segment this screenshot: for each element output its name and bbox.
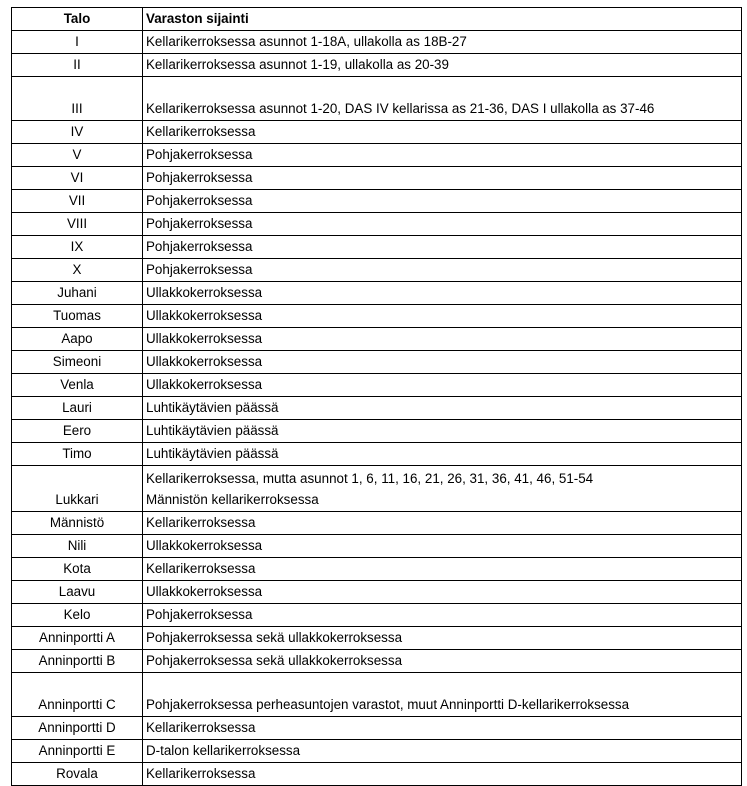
cell-talo: VIII (12, 213, 143, 236)
table-row (12, 167, 742, 190)
cell-talo: IX (12, 236, 143, 259)
cell-talo: Anninportti E (12, 740, 143, 763)
table-row (12, 54, 742, 77)
cell-sijainti: Kellarikerroksessa asunnot 1-20, DAS IV kellarissa as 21-36, DAS I ullakolla as 37-46 (143, 77, 742, 121)
cell-sijainti: Pohjakerroksessa sekä ullakkokerroksessa (143, 627, 742, 650)
cell-talo: Männistö (12, 512, 143, 535)
table-row (12, 466, 742, 512)
table-row (12, 305, 742, 328)
table-row (12, 282, 742, 305)
cell-talo: Kelo (12, 604, 143, 627)
table-row (12, 374, 742, 397)
cell-sijainti: Ullakkokerroksessa (143, 282, 742, 305)
table-row (12, 328, 742, 351)
cell-sijainti: Kellarikerroksessa (143, 121, 742, 144)
cell-sijainti: Kellarikerroksessa (143, 512, 742, 535)
cell-sijainti-line2: Männistön kellarikerroksessa (146, 492, 319, 507)
table-row (12, 121, 742, 144)
cell-sijainti: Luhtikäytävien päässä (143, 420, 742, 443)
cell-talo: Laavu (12, 581, 143, 604)
cell-sijainti (143, 466, 742, 512)
table-row (12, 558, 742, 581)
cell-sijainti: Pohjakerroksessa (143, 167, 742, 190)
cell-sijainti: Kellarikerroksessa (143, 558, 742, 581)
table-row (12, 627, 742, 650)
cell-talo: II (12, 54, 143, 77)
cell-talo: V (12, 144, 143, 167)
table-row (12, 236, 742, 259)
cell-sijainti: Ullakkokerroksessa (143, 374, 742, 397)
table-row (12, 31, 742, 54)
cell-sijainti: Pohjakerroksessa (143, 604, 742, 627)
table-row (12, 397, 742, 420)
storage-location-table (11, 7, 742, 786)
table-row (12, 763, 742, 786)
cell-talo: Nili (12, 535, 143, 558)
table-row (12, 604, 742, 627)
table-row (12, 213, 742, 236)
cell-sijainti: Kellarikerroksessa (143, 717, 742, 740)
cell-sijainti: Kellarikerroksessa asunnot 1-18A, ullakolla as 18B-27 (143, 31, 742, 54)
cell-talo: Tuomas (12, 305, 143, 328)
cell-sijainti: Luhtikäytävien päässä (143, 443, 742, 466)
cell-sijainti: Pohjakerroksessa (143, 236, 742, 259)
cell-talo: III (12, 77, 143, 121)
cell-talo: Aapo (12, 328, 143, 351)
cell-sijainti: Kellarikerroksessa (143, 763, 742, 786)
table-row (12, 535, 742, 558)
cell-talo: Anninportti A (12, 627, 143, 650)
cell-talo: Rovala (12, 763, 143, 786)
table-row (12, 190, 742, 213)
cell-talo: Simeoni (12, 351, 143, 374)
cell-talo: Eero (12, 420, 143, 443)
table-row (12, 673, 742, 717)
cell-talo: Anninportti C (12, 673, 143, 717)
cell-sijainti: Ullakkokerroksessa (143, 328, 742, 351)
table-row (12, 740, 742, 763)
cell-talo: Venla (12, 374, 143, 397)
table-row (12, 581, 742, 604)
cell-talo: IV (12, 121, 143, 144)
cell-talo: VII (12, 190, 143, 213)
table-row (12, 420, 742, 443)
cell-sijainti: Kellarikerroksessa asunnot 1-19, ullakolla as 20-39 (143, 54, 742, 77)
cell-sijainti: Ullakkokerroksessa (143, 535, 742, 558)
cell-sijainti: Pohjakerroksessa (143, 213, 742, 236)
cell-talo: Lukkari (12, 466, 143, 512)
header-sijainti: Varaston sijainti (143, 8, 742, 31)
cell-sijainti: Pohjakerroksessa (143, 190, 742, 213)
table-row (12, 351, 742, 374)
cell-sijainti: Ullakkokerroksessa (143, 305, 742, 328)
table-row (12, 77, 742, 121)
cell-talo: Juhani (12, 282, 143, 305)
table-row (12, 650, 742, 673)
table-row (12, 443, 742, 466)
cell-talo: X (12, 259, 143, 282)
cell-sijainti: D-talon kellarikerroksessa (143, 740, 742, 763)
cell-talo: Kota (12, 558, 143, 581)
header-talo: Talo (12, 8, 143, 31)
cell-sijainti: Pohjakerroksessa sekä ullakkokerroksessa (143, 650, 742, 673)
cell-sijainti: Pohjakerroksessa (143, 259, 742, 282)
cell-sijainti: Pohjakerroksessa perheasuntojen varastot, muut Anninportti D-kellarikerroksessa (143, 673, 742, 717)
cell-talo: VI (12, 167, 143, 190)
table-row (12, 717, 742, 740)
cell-talo: I (12, 31, 143, 54)
cell-talo: Timo (12, 443, 143, 466)
cell-sijainti: Ullakkokerroksessa (143, 581, 742, 604)
cell-sijainti: Pohjakerroksessa (143, 144, 742, 167)
table-header-row (12, 8, 742, 31)
cell-sijainti: Luhtikäytävien päässä (143, 397, 742, 420)
cell-talo: Anninportti B (12, 650, 143, 673)
table-row (12, 144, 742, 167)
cell-sijainti-line1: Kellarikerroksessa, mutta asunnot 1, 6, 11, 16, 21, 26, 31, 36, 41, 46, 51-54 (146, 471, 594, 486)
cell-talo: Lauri (12, 397, 143, 420)
cell-sijainti: Ullakkokerroksessa (143, 351, 742, 374)
table-row (12, 512, 742, 535)
cell-talo: Anninportti D (12, 717, 143, 740)
table-row (12, 259, 742, 282)
